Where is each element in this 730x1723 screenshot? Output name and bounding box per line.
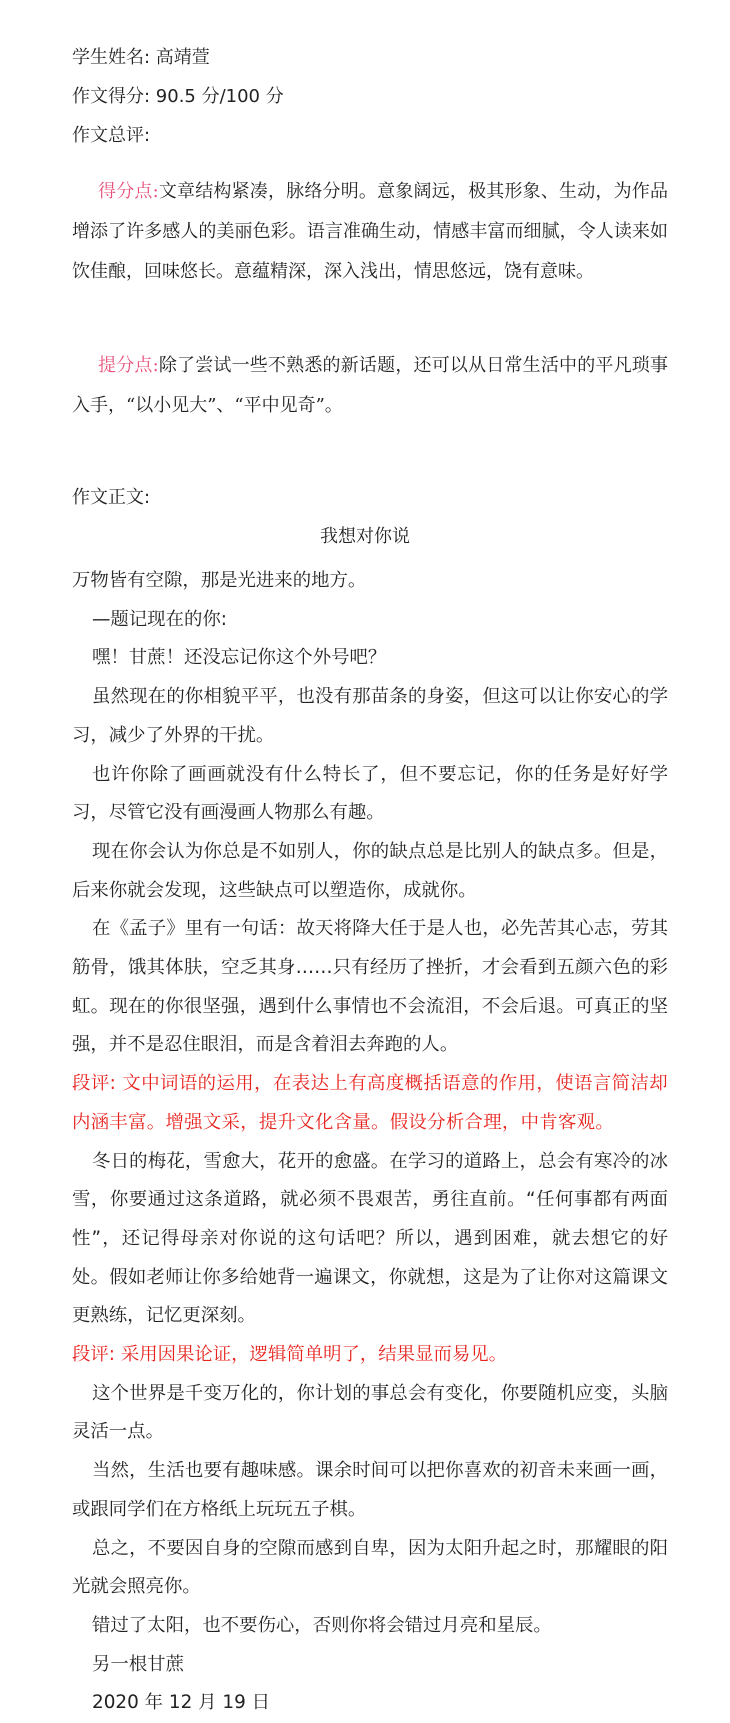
- essay-paragraph: 也许你除了画画就没有什么特长了，但不要忘记，你的任务是好好学习，尽管它没有画漫画人物那么有趣。: [72, 763, 668, 824]
- summary-label: 作文总评:: [72, 125, 151, 146]
- essay-paragraph: 总之，不要因自身的空隙而感到自卑，因为太阳升起之时，那耀眼的阳光就会照亮你。: [72, 1537, 668, 1598]
- merit-label: 得分点:: [98, 181, 159, 202]
- essay-date: 2020 年 12 月 19 日: [92, 1692, 271, 1714]
- essay-title: 我想对你说: [320, 526, 410, 547]
- essay-signature: 另一根甘蔗: [92, 1653, 184, 1675]
- score-line: 作文得分: 90.5 分/100 分: [72, 86, 284, 107]
- student-name-line: 学生姓名: 高靖萱: [72, 47, 210, 68]
- essay-paragraph: 错过了太阳，也不要伤心，否则你将会错过月亮和星辰。: [92, 1614, 552, 1636]
- improve-label: 提分点:: [98, 355, 159, 376]
- paragraph-comment: 段评: 文中词语的运用，在表达上有高度概括语意的作用，使语言简洁却内涵丰富。增强文采，提升文化含量。假设分析合理，中肯客观。: [72, 1073, 668, 1133]
- improve-review: [72, 346, 668, 426]
- essay-body: [72, 562, 668, 1723]
- essay-section-label: 作文正文:: [72, 487, 151, 508]
- essay-paragraph: 在《孟子》里有一句话：故天将降大任于是人也，必先苦其心志，劳其筋骨，饿其体肤，空乏其身……只有经历了挫折，才会看到五颜六色的彩虹。现在的你很坚强，遇到什么事情也不会流泪，不会后退。可真正的坚强，并不是忍住眼泪，而是含着泪去奔跑的人。: [72, 918, 668, 1056]
- essay-paragraph: 这个世界是千变万化的，你计划的事总会有变化，你要随机应变，头脑灵活一点。: [72, 1382, 668, 1443]
- merit-review: [72, 172, 668, 292]
- essay-paragraph: —题记现在的你:: [92, 608, 227, 630]
- essay-paragraph: 嘿！甘蔗！还没忘记你这个外号吧？: [92, 647, 387, 669]
- essay-paragraph: 冬日的梅花，雪愈大，花开的愈盛。在学习的道路上，总会有寒冷的冰雪，你要通过这条道路，就必须不畏艰苦，勇往直前。“任何事都有两面性”，还记得母亲对你说的这句话吧？所以，遇到困难，就去想它的好处。假如老师让你多给她背一遍课文，你就想，这是为了让你对这篇课文更熟练，记忆更深刻。: [72, 1150, 668, 1327]
- essay-paragraph: 万物皆有空隙，那是光进来的地方。: [72, 570, 367, 591]
- essay-paragraph: 虽然现在的你相貌平平，也没有那苗条的身姿，但这可以让你安心的学习，减少了外界的干扰。: [72, 686, 668, 746]
- paragraph-comment: 段评: 采用因果论证，逻辑简单明了，结果显而易见。: [72, 1344, 508, 1366]
- merit-text: 文章结构紧凑，脉络分明。意象阔远，极其形象、生动，为作品增添了许多感人的美丽色彩。语言准确生动，情感丰富而细腻，令人读来如饮佳酿，回味悠长。意蕴精深，深入浅出，情思悠远，饶有意味。: [72, 181, 668, 282]
- essay-paragraph: 现在你会认为你总是不如别人，你的缺点总是比别人的缺点多。但是，后来你就会发现，这些缺点可以塑造你，成就你。: [72, 840, 668, 901]
- essay-paragraph: 当然，生活也要有趣味感。课余时间可以把你喜欢的初音未来画一画，或跟同学们在方格纸上玩玩五子棋。: [72, 1460, 668, 1520]
- improve-text: 除了尝试一些不熟悉的新话题，还可以从日常生活中的平凡琐事入手，“以小见大”、“平中见奇”。: [72, 355, 668, 416]
